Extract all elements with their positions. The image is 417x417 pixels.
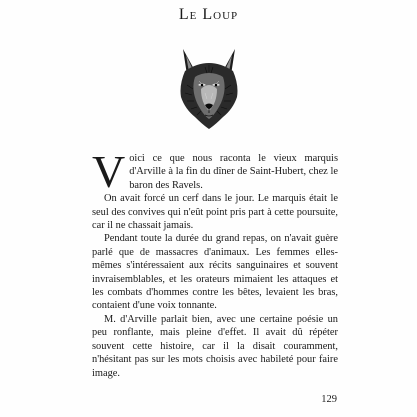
wolf-head-icon [175,45,243,131]
chapter-title: Le Loup [178,6,239,23]
drop-cap: V [92,146,126,197]
paragraph-4: M. d'Arville parlait bien, avec une certaine poésie un peu ronflante, mais pleine d'effet. Il avait dû répéter souvent cette histoire, car il la disait couramment, n'hésitant pas sur les mots choisis avec habileté pour faire image. [92,313,338,379]
page-number: 129 [321,394,337,405]
paragraph-1 [92,146,338,197]
paragraph-3: Pendant toute la durée du grand repas, on n'avait guère parlé que de massacres d'animaux. Les femmes elles-mêmes s'intéressaient aux récits sanguinaires et souvent invraisemblables, et les orateurs mimaient les attaques et les combats d'hommes contre les bêtes, levaient les bras, contaient d'une voix tonnante. [92,233,338,312]
story-text [92,146,338,380]
paragraph-1-text: oici ce que nous raconta le vieux marquis d'Arville à la fin du dîner de Saint-Hubert, chez le baron des Ravels. [129,153,338,191]
paragraph-2: On avait forcé un cerf dans le jour. Le marquis était le seul des convives qui n'eût point pris part à cette poursuite, car il ne chassait jamais. [92,193,338,232]
